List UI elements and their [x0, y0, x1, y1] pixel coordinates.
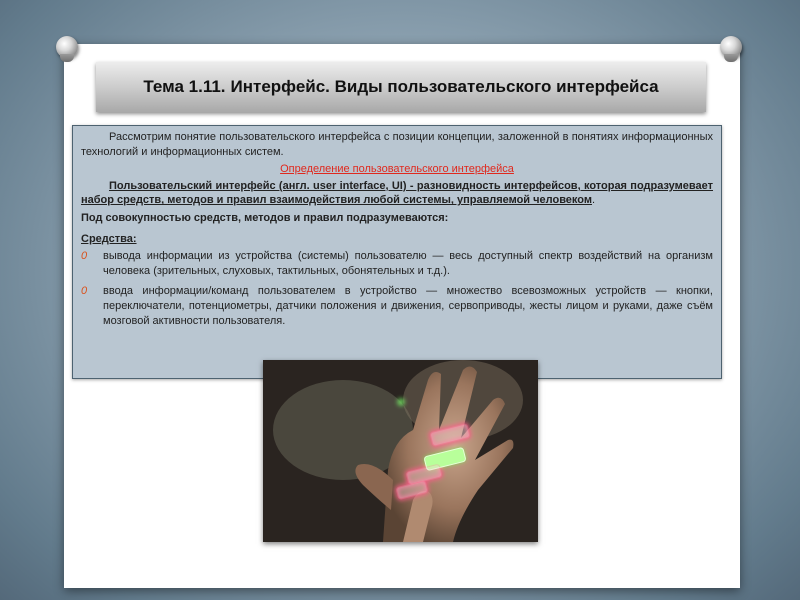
- means-label: Средства:: [81, 232, 137, 245]
- content-box: [72, 125, 722, 379]
- list-item: [81, 249, 713, 278]
- definition-text: Пользовательский интерфейс (англ. user interface, UI) - разновидность интерфейсов, которая подразумевает набор средств, методов и правил взаимодействия любой системы, управляемой человеком: [81, 179, 713, 207]
- list-item-text: ввода информации/команд пользователем в устройство — множество всевозможных устройств — кнопки, переключатели, потенциометры, датчики положения и движения, сервоприводы, жесты лицом и руками, даже съём мозговой активности пользователя.: [103, 285, 713, 327]
- list-item: [81, 284, 713, 328]
- pushpin-icon: [720, 36, 742, 58]
- bullet-icon: 0: [81, 250, 88, 263]
- definition-paragraph: [81, 179, 713, 208]
- definition-heading: Определение пользовательского интерфейса: [280, 163, 514, 176]
- pushpin-icon: [56, 36, 78, 58]
- means-heading: Под совокупностью средств, методов и правил подразумеваются:: [81, 211, 449, 224]
- slide-title: [96, 62, 706, 112]
- hand-projected-interface-photo: [263, 360, 538, 542]
- title-prefix: Тема 1.11.: [143, 77, 226, 96]
- intro-paragraph: Рассмотрим понятие пользовательского интерфейса с позиции концепции, заложенной в понятиях информационных технологий и информационных систем.: [81, 131, 713, 158]
- bullet-icon: 0: [81, 285, 88, 298]
- definition-end: .: [592, 194, 596, 207]
- list-item-text: вывода информации из устройства (системы) пользователю — весь доступный спектр воздействий на организм человека (зрительных, слуховых, тактильных, обонятельных и т.д.).: [103, 250, 713, 277]
- title-text: Интерфейс. Виды пользовательского интерфейса: [230, 77, 659, 96]
- means-list: [81, 249, 713, 328]
